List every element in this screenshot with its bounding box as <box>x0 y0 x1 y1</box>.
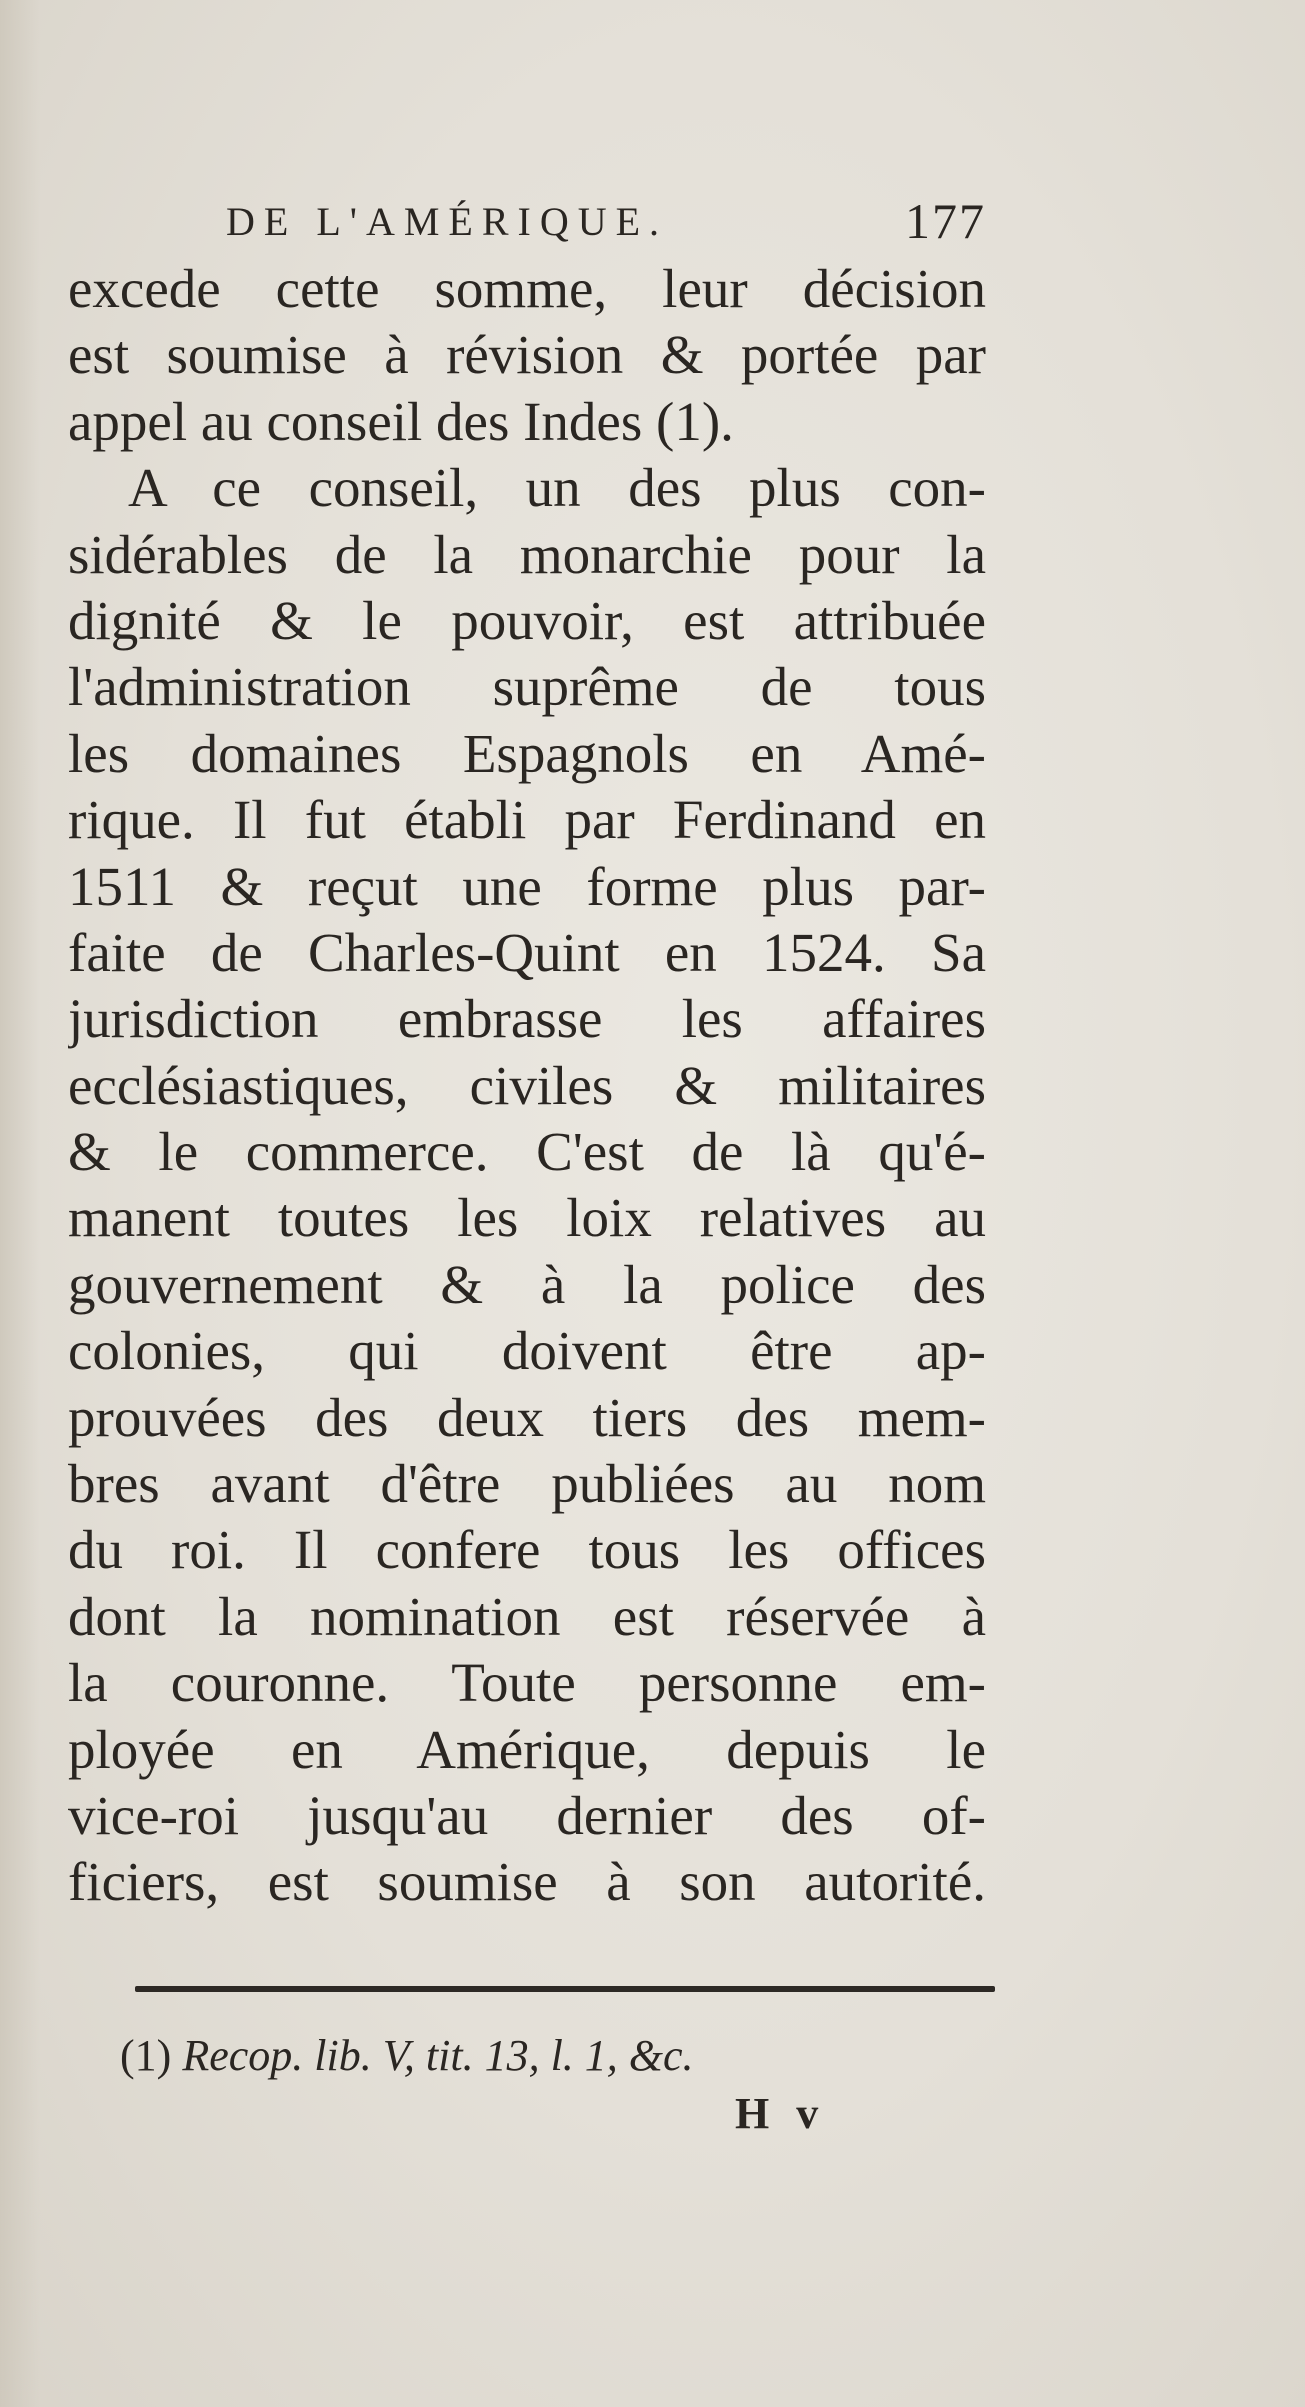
text-block <box>68 190 986 1916</box>
body-line: ficiers, est soumise à son autorité. <box>68 1851 986 1913</box>
body-line: excede cette somme, leur décision <box>68 258 986 319</box>
page-number: 177 <box>905 193 986 249</box>
page-edge-shadow <box>0 0 40 2407</box>
body-line: manent toutes les loix relatives au <box>68 1187 986 1249</box>
body-line: appel au conseil des Indes (1). <box>68 390 734 452</box>
running-title: DE L'AMÉRIQUE. <box>226 199 669 244</box>
body-line: la couronne. Toute personne em- <box>68 1652 986 1714</box>
body-line: & le commerce. C'est de là qu'é- <box>68 1121 986 1183</box>
body-line: gouvernement & à la police des <box>68 1253 986 1315</box>
running-head <box>68 190 986 256</box>
body-line: bres avant d'être publiées au nom <box>68 1453 986 1515</box>
body-line: l'administration suprême de tous <box>68 656 986 718</box>
body-line: 1511 & reçut une forme plus par- <box>68 855 986 917</box>
body-line: jurisdiction embrasse les affaires <box>68 988 986 1050</box>
body-line: est soumise à révision & portée par <box>68 324 986 386</box>
footnote <box>120 2030 694 2081</box>
body-line: dignité & le pouvoir, est attribuée <box>68 589 986 651</box>
body-line: rique. Il fut établi par Ferdinand en <box>68 789 986 851</box>
body-line: du roi. Il confere tous les offices <box>68 1519 986 1581</box>
body-line: vice-roi jusqu'au dernier des of- <box>68 1784 986 1846</box>
footnote-rule <box>135 1986 995 1992</box>
signature-mark: H v <box>735 2089 827 2138</box>
body-line: colonies, qui doivent être ap- <box>68 1320 986 1382</box>
body-line: sidérables de la monarchie pour la <box>68 523 986 585</box>
body-line: ployée en Amérique, depuis le <box>68 1718 986 1780</box>
body-line: les domaines Espagnols en Amé- <box>68 722 986 784</box>
body-line: A ce conseil, un des plus con- <box>128 457 986 519</box>
body-line: faite de Charles-Quint en 1524. Sa <box>68 921 986 983</box>
footnote-text: Recop. lib. V, tit. 13, l. 1, &c. <box>182 2031 694 2080</box>
body-line: dont la nomination est réservée à <box>68 1585 986 1647</box>
footnote-marker: (1) <box>120 2031 172 2080</box>
body-line: prouvées des deux tiers des mem- <box>68 1386 986 1448</box>
body-line: ecclésiastiques, civiles & militaires <box>68 1054 986 1116</box>
